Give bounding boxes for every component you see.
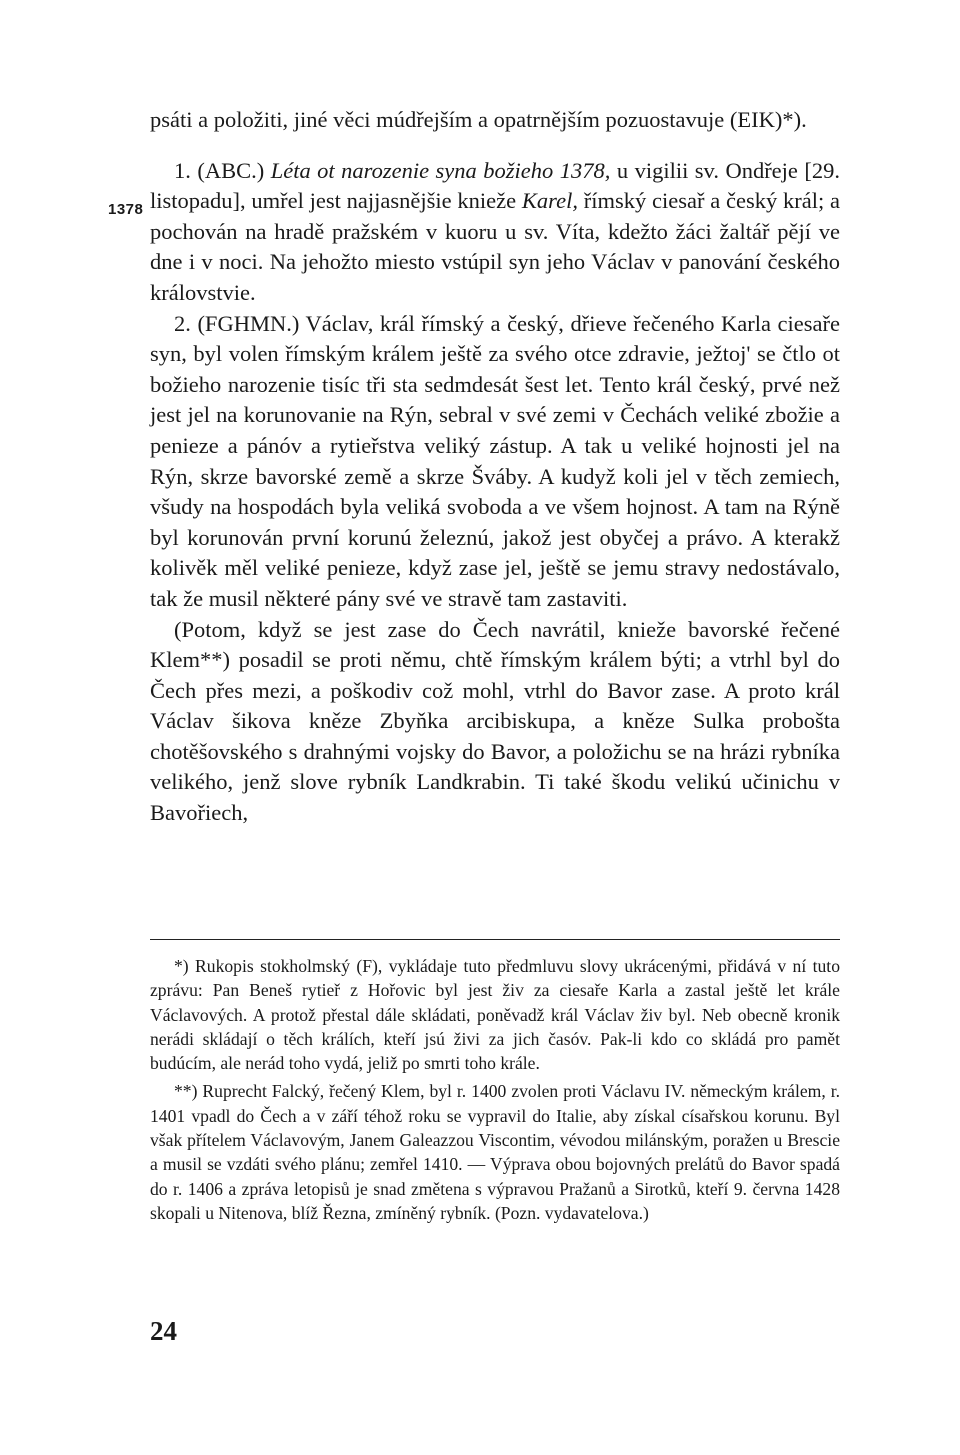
page-number: 24 xyxy=(150,1316,177,1346)
footnote-1: *) Rukopis stokholmský (F), vykládaje tuto předmluvu slovy ukrácenými, přidává v ní tuto zprávu: Pan Beneš rytieř z Hořovic byl jest živ za ciesaře Karla a zastal ještě let krále Václavových. A protož přestal dále skládati, poněvadž král Václav živ byl. Neb obecně kronik nerádi skládají o těch králích, kteří jsú živi za jich časóv. Pak-li kdo co skládá pro pamět budúcím, ale nerád toho vydá, jeliž po smrti toho krále. xyxy=(150,956,840,1074)
entry-1-middle: u vigilii sv. Ondřeje [29. listopadu], umřel jest najjasnějšie knieže xyxy=(150,157,841,214)
paragraph-continued: psáti a položiti, jiné věci múdřejším a opatrnějším pozuostavuje (EIK)*). xyxy=(150,107,807,132)
footnote-2: **) Ruprecht Falcký, řečený Klem, byl r. 1400 zvolen proti Václavu IV. německým králem, r. 1401 vpadl do Čech a v září téhož roku se vypravil do Italie, aby získal císařskou korunu. Byl však přítelem Václavovým, Janem Galeazzou Viscontim, vévodou milánským, poražen u Brescie a musil se vzdáti svého plánu; zemřel 1410. — Výprava obou bojovných prelátů do Bavor spadá do r. 1406 a zpráva letopisů je snad změtena s výpravou Pražanů a Sirotků, kteří 9. června 1428 skopali u Nitenova, blíž Řezna, zmíněný rybník. (Pozn. vydavatelova.) xyxy=(150,1081,840,1223)
footnotes xyxy=(150,954,840,1225)
entry-1-italic-name: Karel, xyxy=(521,188,578,214)
entry-1-italic-date: Léta ot narozenie syna božieho 1378, xyxy=(270,157,611,183)
paragraph-entry-1 xyxy=(150,156,840,309)
entry-1-prefix: 1. (ABC.) xyxy=(174,157,271,183)
main-text xyxy=(150,105,840,829)
footnote-divider xyxy=(150,939,840,940)
paragraph-entry-2: 2. (FGHMN.) Václav, král římský a český, dřieve řečeného Karla ciesaře syn, byl volen římským králem ještě za svého otce zdravie, ježtoj' se čtlo ot božieho narozenie tisíc tři sta sedmdesát šest let. Tento král český, prvé než jest jel na korunovanie na Rýn, sebral v své zemi v Čechách veliké zbožie a penieze a pánóv a rytieřstva veliký zástup. A tak u veliké hojnosti jel na Rýn, skrze bavorské země a skrze Šváby. A kudyž koli jel v těch zemiech, všudy na hospodách byla veliká svoboda a ve všem hojnost. A tam na Rýně byl korunován první korunú železnú, jakož jest obyčej a právo. A kterakž kolivěk měl veliké penieze, když zase jel, ještě se jemu stravy nedostávalo, tak že musil některé pány své ve stravě tam zastaviti. xyxy=(150,310,840,611)
paragraph-entry-3: (Potom, když se jest zase do Čech navrátil, knieže bavorské řečené Klem**) posadil se proti němu, chtě římským králem býti; a vtrhl byl do Čech přes mezi, a poškodiv což mohl, vtrhl do Bavor zase. A proto král Václav šikova kněze Zbyňka arcibiskupa, a kněze Sulka probošta chotěšovského s drahnými vojsky do Bavor, a položichu se na hrázi rybníka velikého, jenž slove rybník Landkrabin. Ti také škodu velikú učinichu v Bavořiech, xyxy=(150,616,840,826)
margin-year: 1378 xyxy=(108,201,144,218)
entry-1-rest: římský ciesař a český král; a pochován na hradě pražském v kuoru u sv. Víta, kdežto žáci žaltář pějí ve dne i v noci. Na jehožto miesto vstúpil syn jeho Václav v panování českého královstvie. xyxy=(150,188,841,305)
